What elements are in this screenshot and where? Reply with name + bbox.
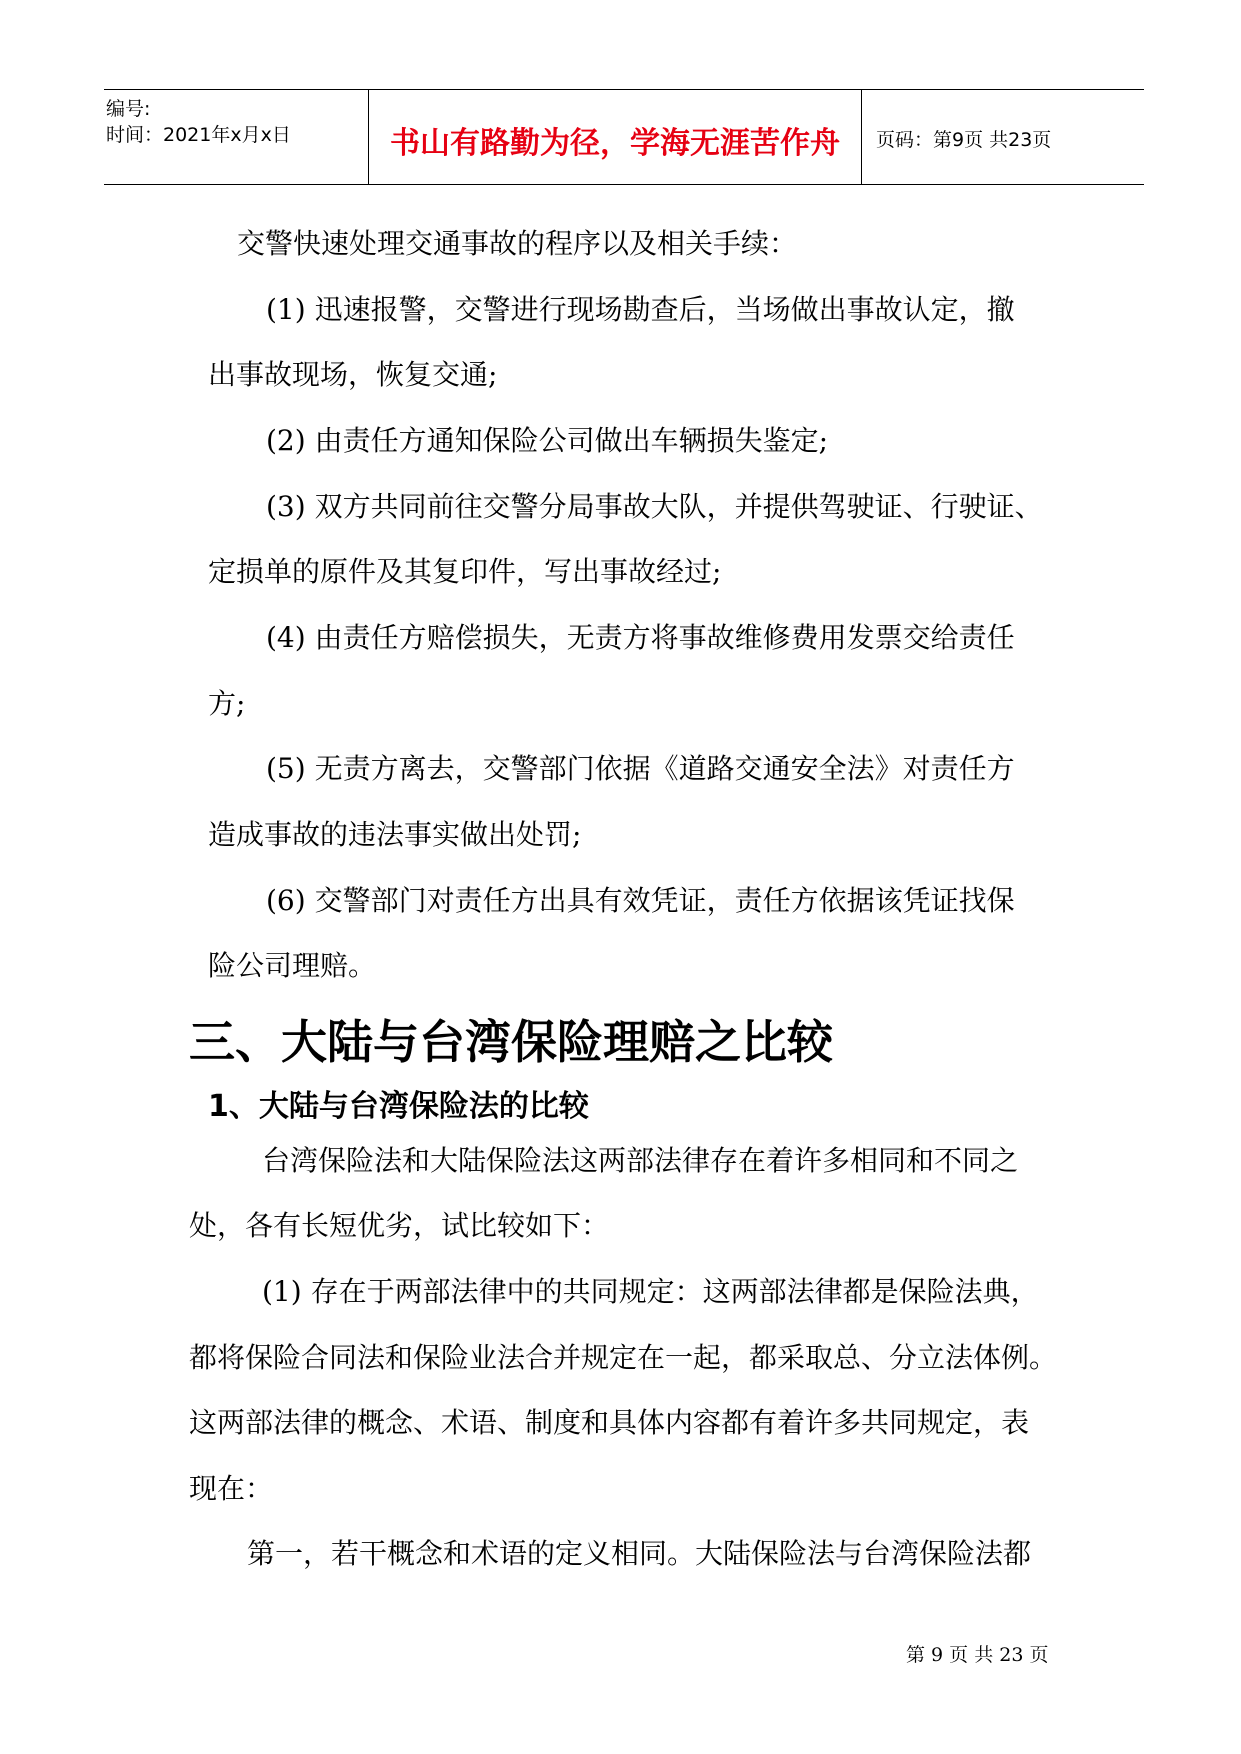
text-line: 处，各有长短优劣，试比较如下：: [189, 1209, 610, 1242]
text-line: 出事故现场，恢复交通;: [208, 358, 498, 391]
header-page-cell: [862, 90, 1144, 184]
text-line: (1) 迅速报警，交警进行现场勘查后，当场做出事故认定，撤: [266, 293, 1015, 326]
text-line: (4) 由责任方赔偿损失，无责方将事故维修费用发票交给责任: [266, 621, 1015, 654]
intro-line: 交警快速处理交通事故的程序以及相关手续：: [237, 227, 798, 260]
number-label: 编号:: [106, 98, 151, 120]
page-header: [104, 89, 1144, 185]
header-meta-cell: [104, 90, 369, 184]
section-subheading: 1、大陆与台湾保险法的比较: [208, 1089, 589, 1124]
text-line: (6) 交警部门对责任方出具有效凭证，责任方依据该凭证找保: [266, 884, 1015, 917]
text-line: 第一，若干概念和术语的定义相同。大陆保险法与台湾保险法都: [247, 1537, 1032, 1570]
text-line: 都将保险合同法和保险业法合并规定在一起，都采取总、分立法体例。: [189, 1341, 1058, 1374]
text-line: 险公司理赔。: [208, 949, 377, 982]
text-line: 台湾保险法和大陆保险法这两部法律存在着许多相同和不同之: [262, 1144, 1019, 1177]
date-label: 时间：2021年x月x日: [106, 124, 291, 146]
header-motto-cell: [369, 90, 862, 184]
text-line: 定损单的原件及其复印件，写出事故经过;: [208, 555, 722, 588]
text-line: (3) 双方共同前往交警分局事故大队，并提供驾驶证、行驶证、: [266, 490, 1043, 523]
page-footer: 第 9 页 共 23 页: [906, 1644, 1049, 1666]
text-line: 这两部法律的概念、术语、制度和具体内容都有着许多共同规定，表: [189, 1406, 1030, 1439]
text-line: (5) 无责方离去，交警部门依据《道路交通安全法》对责任方: [266, 752, 1015, 785]
text-line: (2) 由责任方通知保险公司做出车辆损失鉴定;: [266, 424, 828, 457]
text-line: (1) 存在于两部法律中的共同规定：这两部法律都是保险法典，: [262, 1275, 1039, 1308]
motto: 书山有路勤为径，学海无涯苦作舟: [390, 126, 840, 161]
section-heading: 三、大陆与台湾保险理赔之比较: [189, 1015, 833, 1069]
text-line: 现在：: [189, 1472, 274, 1505]
text-line: 造成事故的违法事实做出处罚;: [208, 818, 582, 851]
text-line: 方;: [208, 687, 246, 720]
page-label: 页码：第9页 共23页: [876, 129, 1052, 151]
